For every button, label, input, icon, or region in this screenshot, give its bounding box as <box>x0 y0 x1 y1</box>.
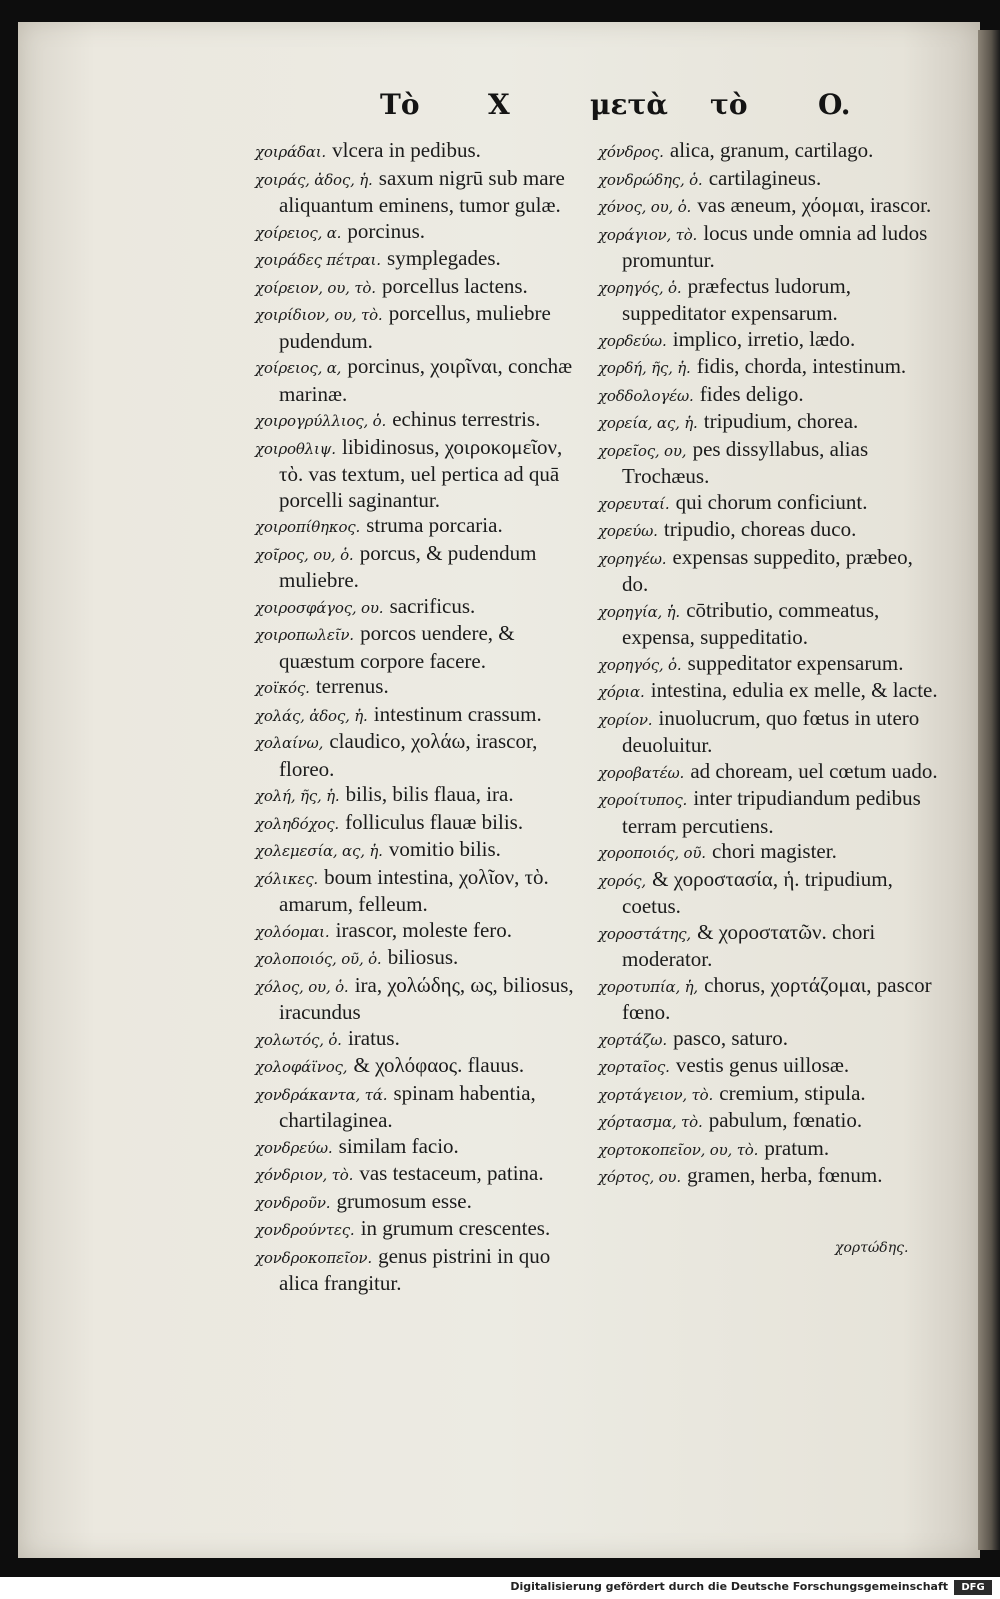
entry-gloss: chorus, χορτάζομαι, pascor fœno. <box>622 972 932 1024</box>
dictionary-entry <box>598 1163 938 1191</box>
left-column <box>255 138 587 1297</box>
dictionary-entry <box>598 678 938 706</box>
dictionary-entry <box>255 810 587 838</box>
entry-gloss: echinus terrestris. <box>392 407 541 431</box>
entry-lemma: χοιράδαι. <box>255 143 326 161</box>
entry-gloss: terrenus. <box>315 674 389 698</box>
entry-lemma: χοράγιον, τὸ. <box>598 225 698 244</box>
entry-gloss: intestinum crassum. <box>373 701 542 726</box>
entry-lemma: χορεία, ας, ἡ. <box>598 414 698 432</box>
dictionary-entry <box>255 1244 587 1297</box>
entry-lemma: χορταῖος. <box>598 1058 670 1076</box>
entry-gloss: similam facio. <box>338 1133 459 1158</box>
dictionary-entry <box>598 138 938 166</box>
entry-gloss: locus unde omnia ad ludos promuntur. <box>622 220 928 272</box>
dictionary-entry <box>598 759 938 787</box>
entry-gloss: chori magister. <box>712 839 837 863</box>
entry-lemma: χορίον. <box>598 710 653 729</box>
entry-gloss: & χοροστατῶν. chori moderator. <box>622 919 876 971</box>
entry-gloss: iratus. <box>347 1025 400 1050</box>
entry-gloss: ad choream, uel cœtum uado. <box>690 758 938 783</box>
dictionary-entry <box>255 219 587 247</box>
dictionary-entry <box>598 1053 938 1081</box>
dictionary-entry <box>598 517 938 545</box>
dictionary-entry <box>598 1108 938 1136</box>
entry-gloss: sacrificus. <box>389 593 476 618</box>
dictionary-entry <box>598 839 938 867</box>
dictionary-entry <box>598 490 938 518</box>
running-head-letter: O. <box>818 88 851 121</box>
dictionary-entry <box>255 594 587 622</box>
entry-gloss: spinam habentia, chartilaginea. <box>279 1080 536 1132</box>
entry-gloss: in grumum crescentes. <box>360 1216 551 1240</box>
entry-lemma: χοιρίδιον, ου, τὸ. <box>255 306 383 324</box>
entry-lemma: χορεῖος, ου, <box>598 441 687 460</box>
entry-gloss: grumosum esse. <box>336 1188 472 1213</box>
dictionary-entry <box>255 674 587 702</box>
entry-lemma: χοροστάτης, <box>598 924 691 943</box>
entry-lemma: χονδρούντες. <box>255 1221 355 1239</box>
entry-lemma: χονδρεύω. <box>255 1138 333 1157</box>
entry-lemma: χονδρώδης, ὁ. <box>598 170 703 189</box>
dictionary-entry <box>598 651 938 679</box>
entry-lemma: χοίρειον, ου, τὸ. <box>255 278 376 297</box>
entry-lemma: χονδράκαντα, τά. <box>255 1085 388 1104</box>
entry-lemma: χορτοκοπεῖον, ου, τὸ. <box>598 1140 759 1159</box>
entry-gloss: struma porcaria. <box>366 513 503 537</box>
dictionary-entry <box>255 166 587 219</box>
entry-gloss: claudico, χολάω, irascor, floreo. <box>279 729 538 781</box>
entry-lemma: χοίρειος, α. <box>255 223 342 242</box>
entry-lemma: χόνος, ου, ὁ. <box>598 198 692 216</box>
entry-lemma: χόρτος, ου. <box>598 1168 681 1186</box>
entry-gloss: libidinosus, χοιροκομεῖον, τὸ. vas textum, uel pertica ad quā porcelli saginantur. <box>279 434 563 512</box>
entry-lemma: χορηγέω. <box>598 549 667 568</box>
funder-text: Digitalisierung gefördert durch die Deutsche Forschungsgemeinschaft <box>510 1580 948 1593</box>
entry-gloss: symplegades. <box>387 246 501 270</box>
entry-lemma: χολάς, ἀδος, ἡ. <box>255 706 368 725</box>
dictionary-entry <box>255 1161 587 1189</box>
entry-lemma: χοιροπίθηκος. <box>255 518 361 536</box>
entry-lemma: χορός, <box>598 871 646 890</box>
entry-lemma: χοϊκός. <box>255 679 310 697</box>
entry-lemma: χονδροκοπεῖον. <box>255 1248 372 1267</box>
entry-lemma: χολωτός, ὁ. <box>255 1030 342 1049</box>
entry-gloss: vomitio bilis. <box>388 837 501 861</box>
dfg-logo: DFG <box>954 1580 992 1595</box>
entry-gloss: gramen, herba, fœnum. <box>687 1163 883 1187</box>
running-head-word: Tὸ <box>380 88 420 121</box>
dictionary-entry <box>255 782 587 810</box>
dictionary-entry <box>598 221 938 274</box>
funder-bar <box>0 1577 1000 1599</box>
entry-gloss: porcinus. <box>347 218 425 243</box>
entry-lemma: χορηγός, ὁ. <box>598 655 682 674</box>
entry-lemma: χοῖρος, ου, ὁ. <box>255 545 354 564</box>
entry-gloss: qui chorum conficiunt. <box>675 489 868 514</box>
dictionary-entry <box>598 973 938 1026</box>
entry-lemma: χολαίνω, <box>255 734 324 752</box>
entry-gloss: cōtributio, commeatus, expensa, suppeditatio. <box>622 597 880 649</box>
running-head-word: μετὰ <box>590 88 668 121</box>
entry-lemma: χορδή, ῆς, ἡ. <box>598 359 691 377</box>
dictionary-entry <box>598 166 938 194</box>
entry-lemma: χοδδολογέω. <box>598 386 694 405</box>
entry-gloss: ira, χολώδης, ως, biliosus, iracundus <box>279 972 574 1024</box>
entry-lemma: χόρια. <box>598 683 645 701</box>
dictionary-entry <box>255 973 587 1026</box>
dictionary-entry <box>598 1026 938 1054</box>
entry-lemma: χοιροθλιψ. <box>255 439 336 458</box>
entry-gloss: cremium, stipula. <box>719 1080 866 1105</box>
dictionary-entry <box>598 867 938 920</box>
running-head <box>380 88 900 132</box>
entry-gloss: tripudium, chorea. <box>703 409 859 433</box>
dictionary-entry <box>255 945 587 973</box>
entry-lemma: χοροβατέω. <box>598 763 685 782</box>
dictionary-entry <box>255 1134 587 1162</box>
entry-gloss: porcellus lactens. <box>382 273 528 298</box>
dictionary-entry <box>255 1026 587 1054</box>
dictionary-entry <box>598 786 938 839</box>
entry-lemma: χολεμεσία, ας, ἡ. <box>255 842 383 860</box>
entry-gloss: saxum nigrū sub mare aliquantum eminens, tumor gulæ. <box>279 165 565 217</box>
entry-lemma: χόνδρος. <box>598 143 664 161</box>
running-head-letter: X <box>488 88 510 121</box>
entry-gloss: irascor, moleste fero. <box>335 917 513 942</box>
entry-lemma: χορεύω. <box>598 522 658 540</box>
entry-gloss: inuolucrum, quo fœtus in utero deuoluitur. <box>622 705 920 757</box>
entry-gloss: vestis genus uillosæ. <box>675 1053 850 1077</box>
dictionary-entry <box>255 138 587 166</box>
entry-gloss: præfectus ludorum, suppeditator expensarum. <box>622 273 851 325</box>
entry-lemma: χοληδόχος. <box>255 814 339 833</box>
entry-lemma: χορτάγειον, τὸ. <box>598 1085 714 1104</box>
dictionary-entry <box>598 193 938 221</box>
entry-gloss: fidis, chorda, intestinum. <box>696 354 907 378</box>
entry-gloss: suppeditator expensarum. <box>687 650 904 675</box>
dictionary-entry <box>255 513 587 541</box>
dictionary-entry <box>598 545 938 598</box>
entry-gloss: vas æneum, χόομαι, irascor. <box>697 193 932 217</box>
entry-lemma: χορτάζω. <box>598 1030 667 1049</box>
dictionary-entry <box>598 354 938 382</box>
entry-lemma: χορηγός, ὁ. <box>598 278 682 297</box>
entry-gloss: porcus, & pudendum muliebre. <box>279 540 537 592</box>
dictionary-entry <box>598 274 938 327</box>
dictionary-entry <box>255 702 587 730</box>
entry-lemma: χόλικες. <box>255 869 318 888</box>
dictionary-entry <box>598 706 938 759</box>
dictionary-entry <box>255 1081 587 1134</box>
dictionary-entry <box>598 409 938 437</box>
entry-gloss: folliculus flauæ bilis. <box>345 809 524 834</box>
dictionary-entry <box>255 246 587 274</box>
entry-gloss: tripudio, choreas duco. <box>663 517 857 541</box>
dictionary-entry <box>598 1136 938 1164</box>
right-column <box>598 138 938 1191</box>
entry-gloss: implico, irretio, lædo. <box>672 326 856 351</box>
entry-lemma: χόλος, ου, ὁ. <box>255 977 349 996</box>
entry-lemma: χοροίτυπος. <box>598 791 688 809</box>
dictionary-entry <box>598 920 938 973</box>
dictionary-entry <box>255 435 587 514</box>
entry-lemma: χοιράς, ἀδος, ἡ. <box>255 170 373 189</box>
entry-gloss: porcellus, muliebre pudendum. <box>279 301 551 353</box>
entry-gloss: biliosus. <box>387 945 459 969</box>
entry-lemma: χολή, ῆς, ἡ. <box>255 787 340 805</box>
entry-gloss: fides deligo. <box>699 381 804 406</box>
entry-gloss: porcos uendere, & quæstum corpore facere. <box>279 621 515 673</box>
dictionary-entry <box>598 382 938 410</box>
entry-lemma: χορηγία, ἡ. <box>598 602 680 621</box>
dictionary-entry <box>255 918 587 946</box>
entry-lemma: χοιράδες πέτραι. <box>255 251 381 269</box>
entry-lemma: χονδροῦν. <box>255 1193 331 1212</box>
entry-lemma: χοίρειος, α, <box>255 359 342 377</box>
entry-gloss: intestina, edulia ex melle, & lacte. <box>650 678 938 702</box>
dictionary-entry <box>598 437 938 490</box>
dictionary-entry <box>255 729 587 782</box>
entry-gloss: cartilagineus. <box>708 165 822 190</box>
entry-gloss: pasco, saturo. <box>673 1025 788 1050</box>
entry-lemma: χοιροσφάγος, ου. <box>255 598 384 617</box>
entry-gloss: bilis, bilis flaua, ira. <box>345 782 514 806</box>
entry-lemma: χόρτασμα, τὸ. <box>598 1113 703 1131</box>
entry-gloss: expensas suppedito, præbeo, do. <box>622 544 913 596</box>
entry-gloss: genus pistrini in quo alica frangitur. <box>279 1243 551 1295</box>
dictionary-entry <box>255 407 587 435</box>
entry-gloss: & χολόφαος. flauus. <box>353 1053 525 1077</box>
entry-gloss: boum intestina, χολῖον, τὸ. amarum, felleum. <box>279 864 549 916</box>
dictionary-entry <box>255 274 587 302</box>
dictionary-entry <box>255 1216 587 1244</box>
entry-lemma: χολόομαι. <box>255 922 330 941</box>
dictionary-entry <box>255 621 587 674</box>
running-head-word: τὸ <box>710 88 748 121</box>
catchword: χορτώδης. <box>835 1240 909 1256</box>
entry-lemma: χορδεύω. <box>598 331 667 350</box>
entry-lemma: χορευταί. <box>598 494 670 513</box>
entry-lemma: χοροποιός, οῦ. <box>598 844 706 862</box>
entry-gloss: vlcera in pedibus. <box>332 138 481 162</box>
dictionary-entry <box>255 354 587 407</box>
dictionary-entry <box>255 865 587 918</box>
entry-gloss: vas testaceum, patina. <box>359 1161 544 1185</box>
entry-gloss: & χοροστασία, ἡ. tripudium, coetus. <box>622 866 893 918</box>
dictionary-entry <box>255 541 587 594</box>
dictionary-entry <box>255 1053 587 1081</box>
entry-gloss: inter tripudiandum pedibus terram percutiens. <box>622 786 921 838</box>
dictionary-entry <box>255 301 587 354</box>
dictionary-entry <box>255 837 587 865</box>
entry-lemma: χοιροπωλεῖν. <box>255 626 354 644</box>
entry-lemma: χοροτυπία, ἡ, <box>598 977 698 996</box>
dictionary-entry <box>255 1189 587 1217</box>
entry-lemma: χολοποιός, οῦ, ὁ. <box>255 950 382 968</box>
entry-gloss: porcinus, χοιρῖναι, conchæ marinæ. <box>279 354 573 406</box>
dictionary-entry <box>598 598 938 651</box>
dictionary-entry <box>598 327 938 355</box>
page-edge <box>978 30 1000 1550</box>
dictionary-entry <box>598 1081 938 1109</box>
entry-gloss: pratum. <box>764 1135 830 1160</box>
entry-gloss: alica, granum, cartilago. <box>669 138 874 162</box>
entry-gloss: pes dissyllabus, alias Trochæus. <box>622 436 869 488</box>
entry-gloss: pabulum, fœnatio. <box>708 1108 863 1132</box>
entry-lemma: χολοφάϊνος, <box>255 1058 348 1076</box>
entry-lemma: χόνδριον, τὸ. <box>255 1166 354 1184</box>
entry-lemma: χοιρογρύλλιος, ὁ. <box>255 412 387 430</box>
